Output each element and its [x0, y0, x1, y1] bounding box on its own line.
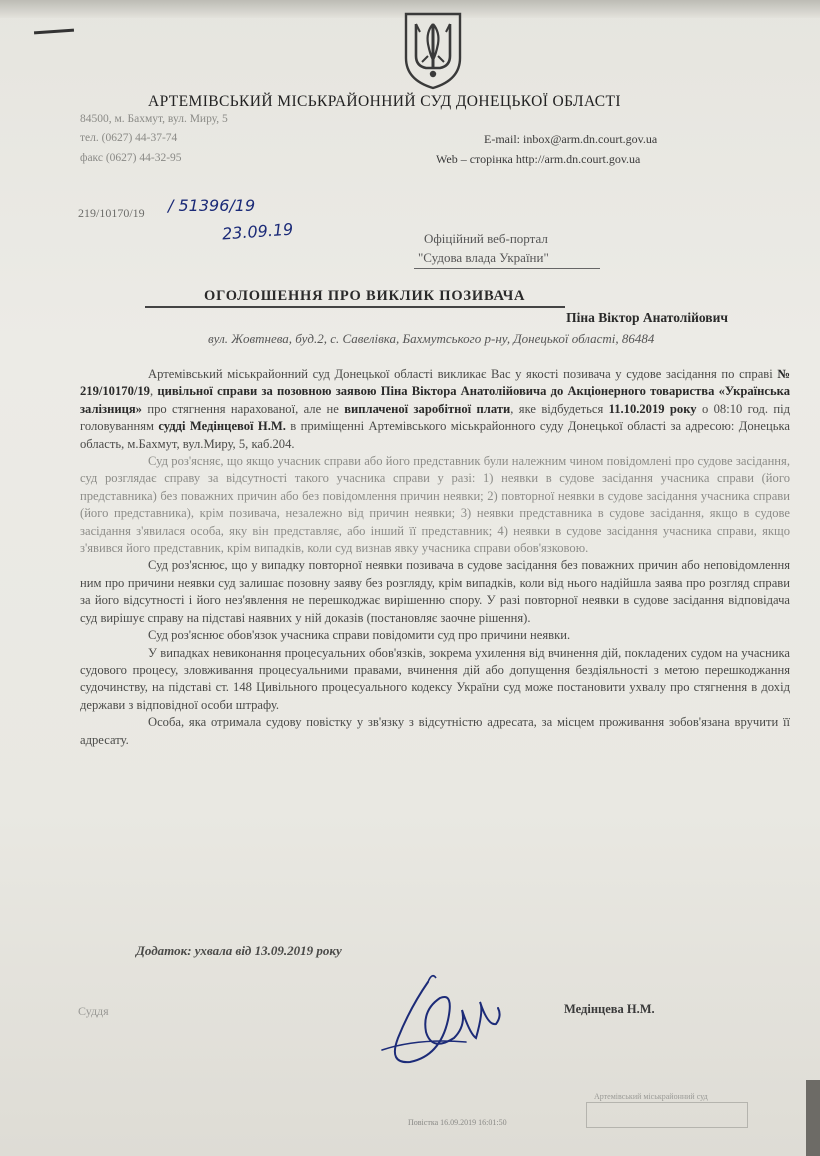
- court-phone: тел. (0627) 44-37-74: [80, 132, 178, 144]
- notice-body: [80, 366, 790, 749]
- paragraph-summons: Артемівський міськрайонний суд Донецької області викликає Вас у якості позивача у судове засідання по справі № 219/10170/19, цивільної справи за позовною заявою Піна Віктора Анатолійовича до Акціонерного товариства «Українська залізниця» про стягнення нарахованої, але не виплаченої заробітної плати, яке відбудеться 11.10.2019 року о 08:10 год. під головуванням судді Медінцевої Н.М. в приміщенні Артемівського міськрайонного суду Донецької області за адресою: Донецька область, м.Бахмут, вул.Миру, 5, каб.204.: [80, 367, 791, 451]
- title-underline: [145, 306, 565, 308]
- attachment-line: Додаток: ухвала від 13.09.2019 року: [136, 943, 342, 958]
- paragraph-notify-duty: Суд роз'яснює обов'язок учасника справи повідомити суд про причини неявки.: [148, 628, 571, 643]
- stamp-box: [586, 1102, 748, 1128]
- court-name: АРТЕМІВСЬКИЙ МІСЬКРАЙОННИЙ СУД ДОНЕЦЬКОЇ ОБЛАСТІ: [148, 93, 621, 110]
- notice-title: ОГОЛОШЕННЯ ПРО ВИКЛИК ПОЗИВАЧА: [204, 288, 526, 304]
- paragraph-absence-rules: Суд роз'ясняє, що якщо учасник справи або його представник були належним чином повідомлені про судове засідання, суд розглядає справу за відсутності такого учасника справи у разі: 1) неявки в судове засідання учасника справи (його представника) без поважних причин або без повідомлення причин неявки; 2) повторної неявки в судове засідання учасника справи (його представника), крім позивача, незалежно від причин неявки; 3) неявки представника в судове засідання, якщо в судове засідання з'явилася особа, яку він представляє, або інший її представник; 4) неявки в судове засідання учасника справи, якщо з'явився його представник, крім випадків, коли суд визнав явку учасника справи обов'язковою.: [80, 454, 790, 556]
- judge-name: Медінцева Н.М.: [564, 1002, 655, 1016]
- addressee-address: вул. Жовтнева, буд.2, с. Савелівка, Бахмутського р-ну, Донецької області, 86484: [208, 331, 655, 346]
- portal-name: Офіційний веб-портал: [424, 231, 548, 246]
- addressee-name: Піна Віктор Анатолійович: [566, 310, 728, 325]
- court-fax: факс (0627) 44-32-95: [80, 152, 182, 164]
- case-number-printed: 219/10170/19: [78, 206, 145, 220]
- handwritten-date: 23.09.19: [221, 219, 294, 244]
- print-timestamp: Повістка 16.09.2019 16:01:50: [408, 1118, 507, 1127]
- court-email: E-mail: inbox@arm.dn.court.gov.ua: [484, 132, 658, 146]
- coat-of-arms-icon: [400, 10, 466, 90]
- court-stamp: Артемівський міськрайонний суд: [594, 1092, 708, 1101]
- judge-label: Суддя: [78, 1004, 109, 1018]
- judge-signature: [370, 968, 510, 1078]
- background-edge: [806, 1080, 820, 1156]
- paragraph-repeat-absence: Суд роз'яснює, що у випадку повторної неявки позивача в судове засідання без поважних причин або неповідомлення ним про причини неявки суд залишає позовну заяву без розгляду, крім випадків, коли від нього надійшла заява про розгляд справи за його відсутності і його нез'явлення не перешкоджає вирішенню спору. У разі повторної неявки в судове засідання відповідача суд вирішує справу на підставі наявних у ній доказів (постановляє заочне рішення).: [80, 558, 790, 625]
- paragraph-penalties: У випадках невиконання процесуальних обов'язків, зокрема ухилення від вчинення дій, покладених судом на учасника судового процесу, зловживання процесуальними правами, вчинення дій або допущення бездіяльності з метою перешкоджання судочинству, на підставі ст. 148 Цивільного процесуального кодексу України суд може постановити ухвалу про стягнення в дохід держави з відповідної особи штрафу.: [80, 645, 790, 712]
- handwritten-registration: / 51396/19: [168, 196, 256, 215]
- portal-subtitle: "Судова влада України": [418, 250, 549, 265]
- pen-mark: [34, 29, 74, 35]
- court-address: 84500, м. Бахмут, вул. Миру, 5: [80, 113, 228, 125]
- paragraph-delivery: Особа, яка отримала судову повістку у зв'язку з відсутністю адресата, за місцем проживання зобов'язана вручити її адресату.: [80, 715, 790, 747]
- court-website: Web – сторінка http://arm.dn.court.gov.ua: [436, 152, 641, 166]
- portal-underline: [414, 268, 600, 269]
